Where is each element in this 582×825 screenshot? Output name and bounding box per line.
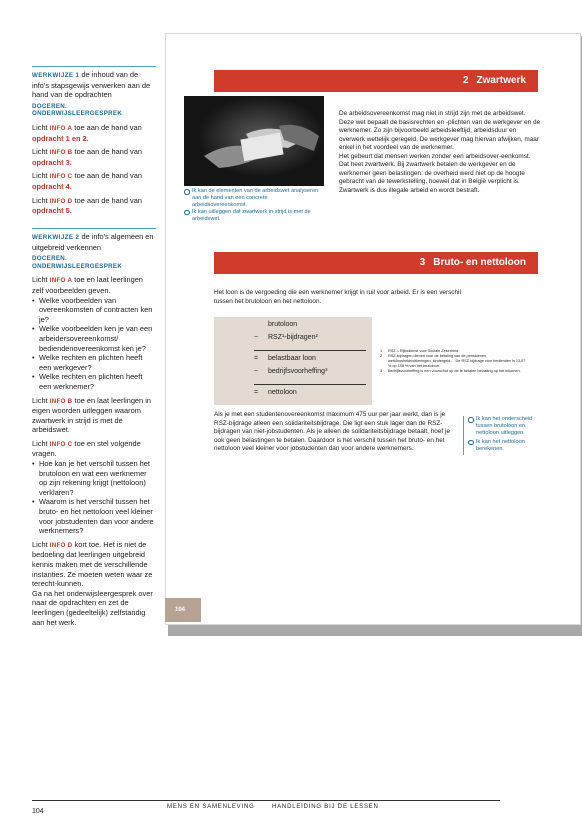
info-c-tag: INFO C xyxy=(49,440,73,448)
footer-title: MENS EN SAMENLEVING xyxy=(167,804,255,810)
werkwijze-1-text: de inhoud van de info's stapsgewijs verwerken aan de hand van de opdrachten xyxy=(32,70,151,100)
werkwijze-2-tag: WERKWIJZE 2 xyxy=(32,234,80,241)
section-2-title: Zwartwerk xyxy=(476,75,526,86)
divider xyxy=(32,228,156,229)
werkwijze-2-text: de info's algemeen en uitgebreid verkennen xyxy=(32,232,154,252)
info-d-tag: INFO D xyxy=(49,541,73,549)
calc-operator: = xyxy=(254,389,259,396)
page-number-tab: 104 xyxy=(165,598,201,622)
footnote-text: RSZ = Rijksdienst voor Sociale Zekerheid xyxy=(388,349,459,353)
instruction-verb: Licht xyxy=(32,122,48,132)
footnote-text: RSZ-bijdragen dienen voor de betaling van de pensioenen, werkloosheidsuitkeringen, kindergeld ... De RSZ-bijdrage voor bedienden is 13,07 % op 108 % van het brutoloon. xyxy=(388,353,526,368)
calc-separator xyxy=(254,384,366,385)
footnote-text: Bedrijfsvoorheffing is een voorschot op de te betalen belasting op het inkomen. xyxy=(388,368,521,373)
calc-line-label: belastbaar loon xyxy=(268,355,316,362)
student-page xyxy=(165,33,581,625)
info-b-instruction xyxy=(32,396,156,435)
info-a-instruction xyxy=(32,275,156,295)
werkwijze-1-item xyxy=(32,147,156,167)
calc-line-label: nettoloon xyxy=(268,389,297,396)
section-2-number: 2 xyxy=(462,75,469,86)
calc-line-label: RSZ¹-bijdragen² xyxy=(268,334,318,341)
werkwijze-1-block xyxy=(32,70,156,220)
calc-line-label: bedrijfsvoorheffing³ xyxy=(268,368,328,375)
question-item: • Waarom is het verschil tussen het bruto- en het nettoloon veel kleiner voor jobstudenten dan voor andere werknemers? xyxy=(39,497,156,535)
info-b-tag: INFO B xyxy=(49,397,73,405)
info-tag: INFO A xyxy=(49,124,73,132)
instruction-text: toe aan de hand van xyxy=(74,122,142,132)
footnote-number: 1 xyxy=(380,349,383,353)
calc-operator: = xyxy=(254,355,259,362)
learning-goal: Ik kan de elementen van de arbeidswet analyseren aan de hand van een concrete arbeidsovereenkomst. xyxy=(184,188,324,209)
section-2-header xyxy=(214,70,538,92)
section-2-paragraph-1: De arbeidsovereenkomst mag niet in strijd zijn met de arbeidswet. Deze wet bepaalt de basisrechten en -plichten van de werkgever en de werknemer. Zo zijn bijvoorbeeld arbeidsleeftijd, arbeidsduur en overwerk wettelijk geregeld. De werkgever mag hiervan afwijken, maar enkel in het voordeel van de werknemer. xyxy=(339,110,541,151)
section-3-number: 3 xyxy=(419,257,426,268)
calc-separator xyxy=(254,350,366,351)
instruction-verb: Licht xyxy=(32,438,48,448)
assignment-reference: opdracht 1 en 2. xyxy=(32,133,89,143)
learning-goal: Ik kan uitleggen dat zwartwerk in strijd is met de arbeidswet. xyxy=(184,209,324,223)
footnote-number: 2 xyxy=(380,353,383,358)
footnote xyxy=(380,369,528,374)
werkwijze-1-item xyxy=(32,123,156,143)
werkwijze-2-block xyxy=(32,232,156,627)
instruction-text: toe aan de hand van xyxy=(74,195,142,205)
footnote xyxy=(380,354,528,369)
question-item: • Welke voorbeelden van overeenkomsten of contracten ken je? xyxy=(39,296,156,325)
wage-calculation-box xyxy=(214,317,372,405)
section-3-paragraph: Als je met een studentenovereenkomst maximum 475 uur per jaar werkt, dan is je RSZ-bijdrage alleen een solidariteitsbijdrage. Die ligt een stuk lager dan de RSZ-bijdragen van niet-jobstudenten. Als je alleen de solidariteitsbijdrage betaalt, hoef je ook geen belastingen te betalen. Daardoor is het verschil tussen het bruto- en het nettoloon veel kleiner voor jobstudenten dan voor andere werknemers. xyxy=(214,411,450,452)
info-d-text: kort toe. Het is niet de bedoeling dat leerlingen uitgebreid kennis maken met de verschillende instanties. Ze moeten weten waar ze terecht-kunnen. xyxy=(32,539,153,589)
question-item: • Welke rechten en plichten heeft een werknemer? xyxy=(39,372,156,391)
info-a-tag: INFO A xyxy=(49,277,73,285)
footer-rule xyxy=(32,800,500,801)
assignment-reference: opdracht 4. xyxy=(32,181,72,191)
werkwijze-1-tag: WERKWIJZE 1 xyxy=(32,72,80,79)
info-c-text: toe en stel volgende vragen. xyxy=(32,438,141,459)
instruction-verb: Licht xyxy=(32,171,48,181)
info-a-text: toe en laat leerlingen zelf voorbeelden geven. xyxy=(32,275,143,295)
learning-goal: Ik kan het onderscheid tussen brutoloon en nettoloon uitleggen. xyxy=(468,416,538,437)
learning-goal: Ik kan het nettoloon berekenen. xyxy=(468,439,538,453)
assignment-reference: opdracht 3. xyxy=(32,157,72,167)
section-3-intro: Het loon is de vergoeding die een werknemer krijgt in ruil voor arbeid. Er is een verschil tussen het brutoloon en het nettoloon. xyxy=(214,289,461,305)
instruction-verb: Licht xyxy=(32,147,48,157)
divider xyxy=(32,66,156,67)
footer-subtitle: HANDLEIDING BIJ DE LESSEN xyxy=(272,804,379,810)
envelope-photo-illustration xyxy=(184,96,324,186)
question-item: • Welke voorbeelden ken je van een arbeidersovereenkomst/ bediendenovereenkomst ken je? xyxy=(39,324,156,353)
assignment-reference: opdracht 5. xyxy=(32,206,72,216)
info-b-text: toe en laat leerlingen in eigen woorden uitleggen waarom zwartwerk in strijd is met de arbeidswet. xyxy=(32,395,151,435)
info-a-questions xyxy=(32,296,156,392)
question-item: • Welke rechten en plichten heeft een werkgever? xyxy=(39,353,156,372)
werkwijze-1-list xyxy=(32,123,156,216)
photo-envelope-handover xyxy=(184,96,324,186)
info-d-instruction xyxy=(32,540,156,589)
footnote-number: 3 xyxy=(380,368,383,373)
info-c-questions xyxy=(32,459,156,536)
werkwijze-1-item xyxy=(32,171,156,191)
info-tag: INFO C xyxy=(49,173,73,181)
info-c-instruction xyxy=(32,439,156,459)
section-2-body xyxy=(339,110,541,195)
calculation-footnotes xyxy=(380,349,528,374)
section-2-paragraph-2: Het gebeurt dat mensen werken zonder een arbeidsover-eenkomst. Dat heet zwartwerk. Bij zwartwerk betalen de werkgever en de werknemer geen belastingen: de overheid werd niet op de hoogte gebracht van de tewerkstelling, hoewel dat in België verplicht is. Zwartwerk is dus illegale arbeid en wordt bestraft. xyxy=(339,152,531,194)
closing-instruction: Ga na het onderwijsleergesprek over naar de opdrachten en zet de leerlingen (gedeeltelijk) zelfstandig aan het werk. xyxy=(32,588,153,627)
info-tag: INFO B xyxy=(49,149,73,157)
instruction-verb: Licht xyxy=(32,275,48,285)
info-tag: INFO D xyxy=(49,197,73,205)
instruction-verb: Licht xyxy=(32,539,48,549)
calc-operator: − xyxy=(254,334,259,341)
instruction-verb: Licht xyxy=(32,195,48,205)
werkwijze-1-item xyxy=(32,196,156,216)
calc-operator: − xyxy=(254,368,259,375)
question-item: • Hoe kan je het verschil tussen het brutoloon en wat een werknemer op zijn rekening krijgt (nettoloon) verklaren? xyxy=(39,459,156,497)
instruction-text: toe aan de hand van xyxy=(74,147,142,157)
section-3-header xyxy=(214,252,538,274)
instruction-verb: Licht xyxy=(32,395,48,405)
section-3-learning-goals xyxy=(463,416,538,455)
instruction-text: toe aan de hand van xyxy=(74,171,142,181)
calc-line-label: brutoloon xyxy=(268,321,298,328)
werkwijze-2-method: DOCEREN. ONDERWIJSLEERGESPREK xyxy=(32,255,123,270)
section-2-learning-goals xyxy=(184,188,324,223)
werkwijze-1-method: DOCEREN. ONDERWIJSLEERGESPREK xyxy=(32,102,123,118)
footer-page-number: 104 xyxy=(32,808,44,815)
section-3-title: Bruto- en nettoloon xyxy=(433,257,526,268)
